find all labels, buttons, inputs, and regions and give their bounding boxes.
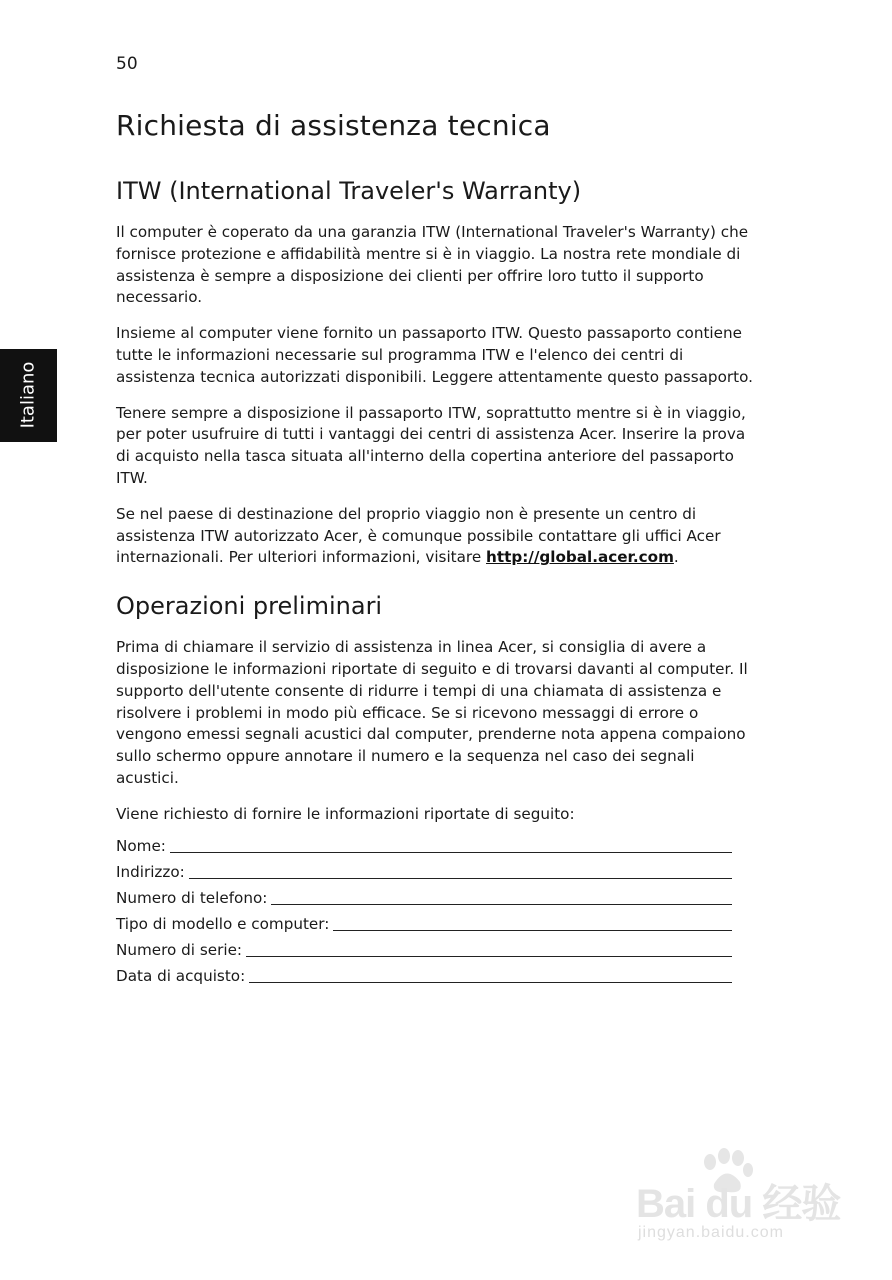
form-field-phone [116,883,732,909]
field-blank-line [170,851,732,853]
form-field-name [116,831,732,857]
field-blank-line [271,903,732,905]
field-label: Nome: [116,836,166,855]
form-field-address [116,857,732,883]
preliminary-heading: Operazioni preliminari [116,592,383,621]
field-label: Numero di serie: [116,940,243,959]
page-number: 50 [116,54,138,74]
field-blank-line [246,955,732,957]
itw-paragraph-3: Tenere sempre a disposizione il passaporto ITW, soprattutto mentre si è in viaggio, per poter usufruire di tutti i vantaggi dei centri di assistenza Acer. Inserire la prova di acquisto nella tasca situata all'interno della copertina anteriore del passaporto ITW. [116,403,746,487]
itw-heading: ITW (International Traveler's Warranty) [116,177,582,205]
itw-paragraph-1: Il computer è coperato da una garanzia ITW (International Traveler's Warranty) che fornisce protezione e affidabilità mentre si è in viaggio. La nostra rete mondiale di assistenza è sempre a disposizione dei clienti per offrire loro tutto il supporto necessario. [116,223,749,307]
itw-paragraph-4 [116,504,756,569]
itw-paragraph-4-text: Se nel paese di destinazione del proprio viaggio non è presente un centro di assistenza ITW autorizzato Acer, è comunque possibile contattare gli uffici Acer internazionali. Per ulteriori informazioni, visitare [116,504,721,567]
watermark-url: jingyan.baidu.com [638,1224,784,1241]
field-label: Indirizzo: [116,862,185,881]
form-field-model [116,909,732,935]
page-content [116,106,756,987]
field-label: Tipo di modello e computer: [116,914,330,933]
itw-paragraph-2: Insieme al computer viene fornito un passaporto ITW. Questo passaporto contiene tutte le informazioni necessarie sul programma ITW e l'elenco dei centri di assistenza tecnica autorizzati disponibili. Leggere attentamente questo passaporto. [116,324,753,386]
page-title: Richiesta di assistenza tecnica [116,109,551,142]
field-blank-line [249,981,732,983]
baidu-watermark [636,1148,848,1248]
preliminary-paragraph: Prima di chiamare il servizio di assistenza in linea Acer, si consiglia di avere a disposizione le informazioni riportate di seguito e di trovarsi davanti al computer. Il supporto dell'utente consente di ridurre i tempi di una chiamata di assistenza e risolvere i problemi in modo più efficace. Se si ricevono messaggi di errore o vengono emessi segnali acustici dal computer, prenderne nota appena compaiono sullo schermo oppure annotare il numero e la sequenza nel caso dei segnali acustici. [116,638,748,787]
itw-paragraph-4-end: . [673,548,679,567]
side-tab-label: Italiano [17,361,39,429]
info-form [116,831,756,987]
form-field-serial [116,935,732,961]
form-intro: Viene richiesto di fornire le informazioni riportate di seguito: [116,804,575,823]
form-field-purchase-date [116,961,732,987]
field-label: Data di acquisto: [116,966,246,985]
field-blank-line [333,929,732,931]
language-side-tab [0,349,57,442]
acer-global-link[interactable]: http://global.acer.com [486,548,674,567]
field-label: Numero di telefono: [116,888,268,907]
watermark-logo-text: Bai du 经验 [636,1182,841,1226]
field-blank-line [189,877,732,879]
